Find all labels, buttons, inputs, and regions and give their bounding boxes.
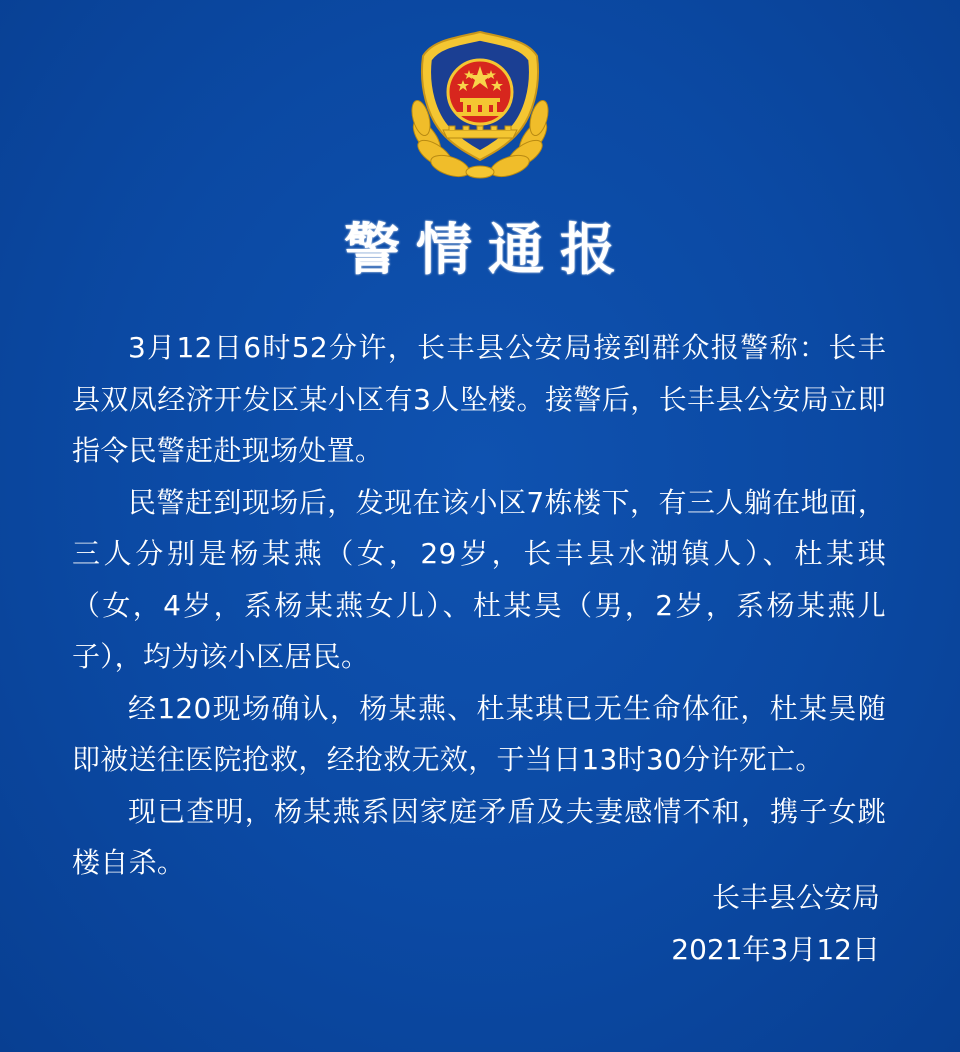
issuer-name: 长丰县公安局 — [711, 881, 880, 914]
notice-signature — [671, 872, 880, 976]
notice-title: 警情通报 — [344, 217, 632, 283]
notice-paragraph: 3月12日6时52分许，长丰县公安局接到群众报警称：长丰县双凤经济开发区某小区有3人坠楼。接警后，长丰县公安局立即指令民警赶赴现场处置。 — [72, 331, 886, 467]
notice-body — [72, 322, 886, 889]
notice-paragraph: 民警赶到现场后，发现在该小区7栋楼下，有三人躺在地面，三人分别是杨某燕（女，29岁，长丰县水湖镇人）、杜某琪（女，4岁，系杨某燕女儿）、杜某昊（男，2岁，系杨某燕儿子），均为该小区居民。 — [72, 485, 886, 673]
police-emblem-icon — [405, 26, 555, 181]
notice-paragraph: 现已查明，杨某燕系因家庭矛盾及夫妻感情不和，携子女跳楼自杀。 — [72, 794, 886, 879]
notice-paragraph: 经120现场确认，杨某燕、杜某琪已无生命体征，杜某昊随即被送往医院抢救，经抢救无效，于当日13时30分许死亡。 — [72, 691, 886, 776]
issue-date: 2021年3月12日 — [671, 933, 880, 966]
